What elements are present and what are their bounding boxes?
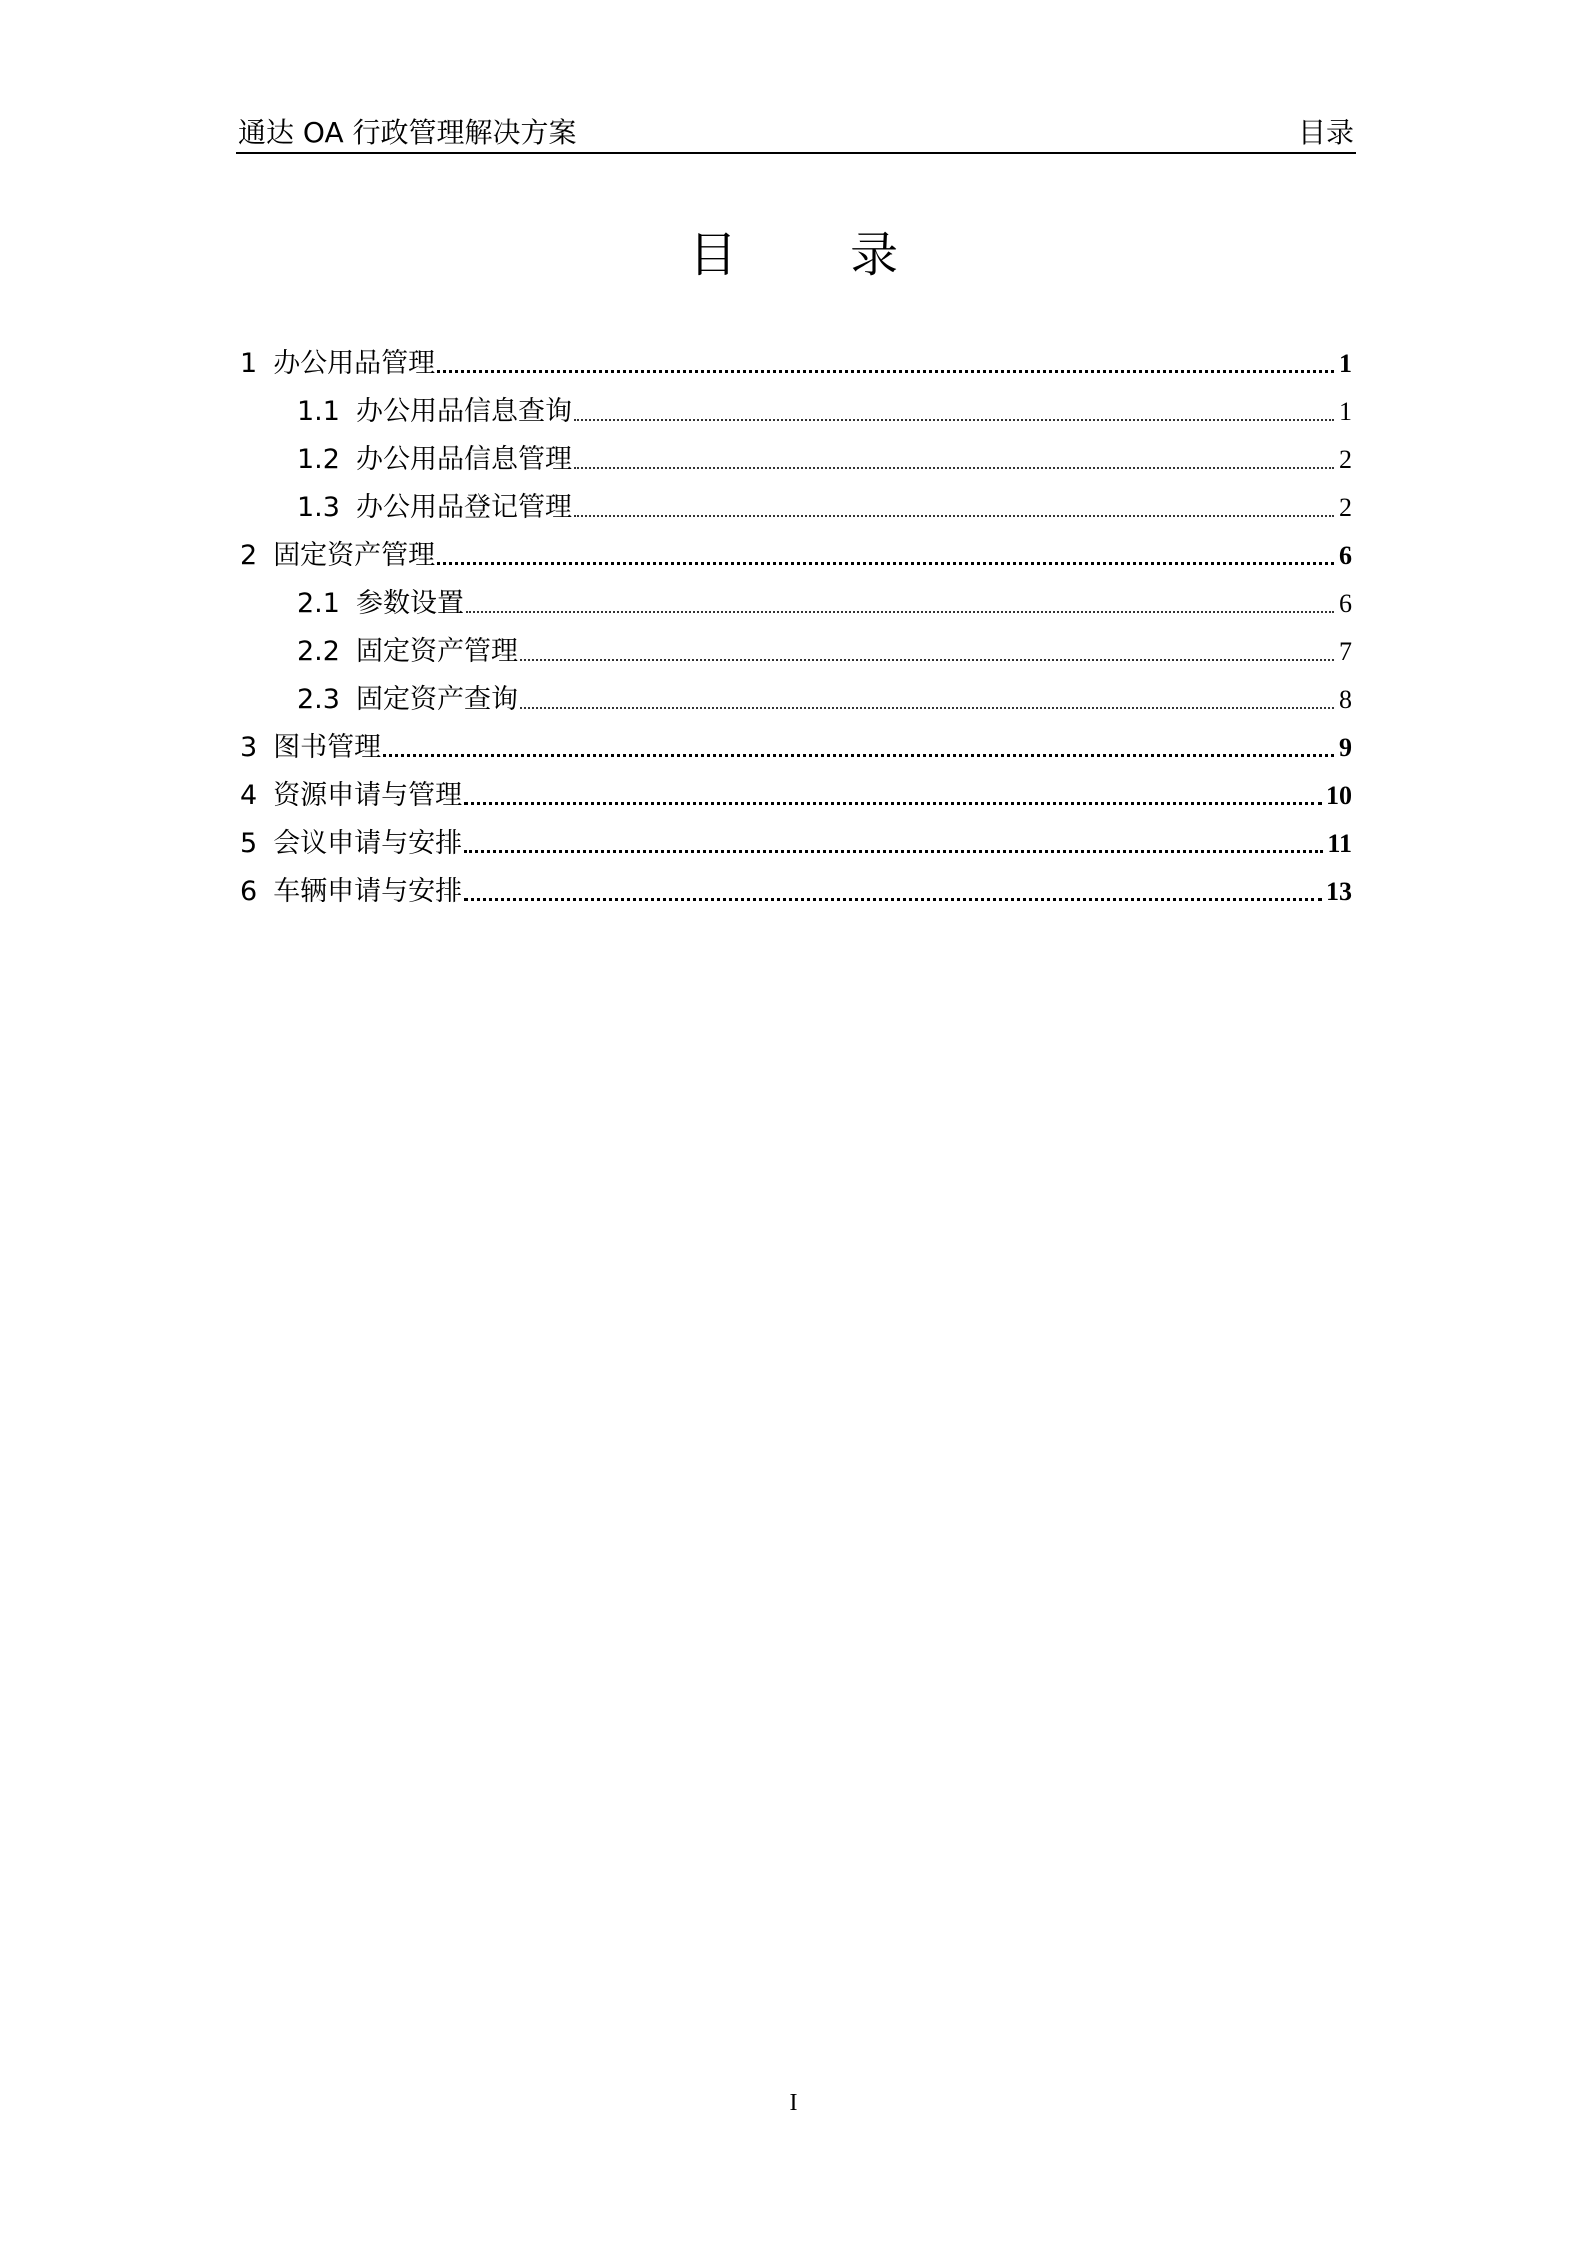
toc-entry-page: 2 bbox=[1339, 445, 1352, 474]
toc-entry-title: 参数设置 bbox=[355, 588, 464, 619]
header-section-title: 目录 bbox=[1297, 116, 1354, 149]
toc-dot-leader bbox=[464, 802, 1322, 805]
toc-entry-number: 2.2 bbox=[297, 636, 340, 667]
toc-dot-leader bbox=[574, 515, 1334, 517]
toc-dot-leader bbox=[466, 611, 1334, 613]
toc-entry-title: 办公用品信息管理 bbox=[355, 444, 572, 475]
toc-entry-page: 6 bbox=[1339, 541, 1352, 570]
toc-dot-leader bbox=[464, 850, 1323, 853]
toc-entry[interactable] bbox=[240, 336, 1352, 384]
toc-entry-page: 9 bbox=[1339, 733, 1352, 762]
toc-entry[interactable] bbox=[240, 480, 1352, 528]
toc-entry-number: 2 bbox=[240, 540, 258, 571]
page-title bbox=[0, 225, 1587, 285]
toc-entry-page: 8 bbox=[1339, 685, 1352, 714]
toc-entry[interactable] bbox=[240, 624, 1352, 672]
toc-entry-number: 3 bbox=[240, 732, 258, 763]
toc-entry-number: 2.3 bbox=[297, 684, 340, 715]
toc-entry-page: 2 bbox=[1339, 493, 1352, 522]
toc-entry-number: 1.3 bbox=[297, 492, 340, 523]
toc-entry-number: 1.2 bbox=[297, 444, 340, 475]
toc-entry-number: 5 bbox=[240, 828, 258, 859]
toc-entry-page: 10 bbox=[1326, 781, 1352, 810]
toc-entry[interactable] bbox=[240, 816, 1352, 864]
toc-dot-leader bbox=[520, 659, 1334, 661]
toc-entry[interactable] bbox=[240, 384, 1352, 432]
toc-entry-number: 2.1 bbox=[297, 588, 340, 619]
toc-dot-leader bbox=[464, 898, 1322, 901]
toc-entry-title: 车辆申请与安排 bbox=[273, 876, 463, 907]
toc-dot-leader bbox=[520, 707, 1334, 709]
toc-entry-page: 13 bbox=[1326, 877, 1352, 906]
toc-dot-leader bbox=[574, 419, 1334, 421]
toc-entry-page: 1 bbox=[1339, 397, 1352, 426]
toc-entry-title: 图书管理 bbox=[273, 732, 382, 763]
footer-page-number: I bbox=[789, 2090, 798, 2116]
toc-entry-title: 资源申请与管理 bbox=[273, 780, 463, 811]
page-header bbox=[236, 110, 1356, 154]
page-title-char-1: 目 bbox=[688, 227, 737, 283]
toc-entry-title: 办公用品登记管理 bbox=[355, 492, 572, 523]
toc-entry-number: 6 bbox=[240, 876, 258, 907]
toc-entry-title: 固定资产管理 bbox=[273, 540, 436, 571]
toc-entry-title: 固定资产查询 bbox=[355, 684, 518, 715]
toc-entry-number: 1 bbox=[240, 348, 258, 379]
toc-entry-page: 6 bbox=[1339, 589, 1352, 618]
toc-entry-title: 会议申请与安排 bbox=[273, 828, 463, 859]
toc-entry-number: 1.1 bbox=[297, 396, 340, 427]
toc-entry-number: 4 bbox=[240, 780, 258, 811]
header-document-title: 通达 OA 行政管理解决方案 bbox=[238, 116, 577, 149]
page-title-char-2: 录 bbox=[850, 227, 899, 283]
toc-dot-leader bbox=[437, 562, 1334, 565]
toc-dot-leader bbox=[383, 754, 1334, 757]
toc-entry-title: 办公用品信息查询 bbox=[355, 396, 572, 427]
toc-entry-page: 1 bbox=[1339, 349, 1352, 378]
toc-entry[interactable] bbox=[240, 672, 1352, 720]
table-of-contents bbox=[240, 336, 1352, 912]
toc-entry[interactable] bbox=[240, 720, 1352, 768]
toc-entry-page: 11 bbox=[1327, 829, 1352, 858]
toc-entry[interactable] bbox=[240, 528, 1352, 576]
toc-entry-title: 办公用品管理 bbox=[273, 348, 436, 379]
toc-entry-page: 7 bbox=[1339, 637, 1352, 666]
toc-entry[interactable] bbox=[240, 576, 1352, 624]
toc-entry[interactable] bbox=[240, 864, 1352, 912]
toc-entry[interactable] bbox=[240, 432, 1352, 480]
toc-entry-title: 固定资产管理 bbox=[355, 636, 518, 667]
toc-entry[interactable] bbox=[240, 768, 1352, 816]
toc-dot-leader bbox=[574, 467, 1334, 469]
toc-dot-leader bbox=[437, 370, 1334, 373]
